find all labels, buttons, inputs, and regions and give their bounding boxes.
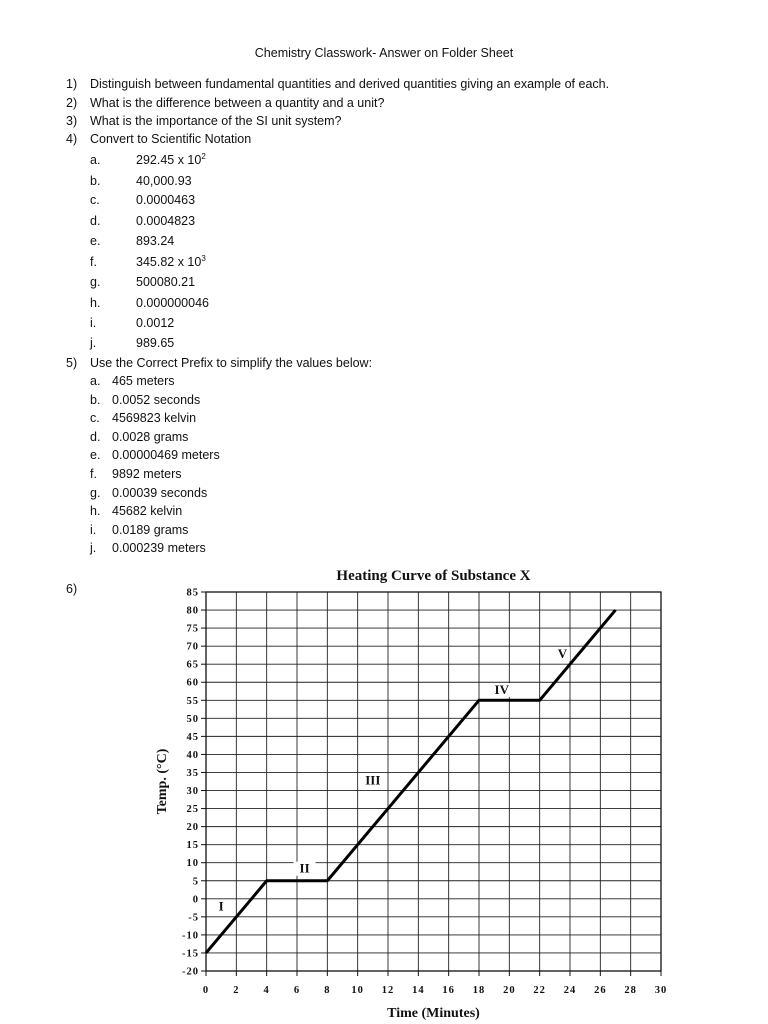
- item-letter: i.: [90, 522, 97, 537]
- question-text: What is the importance of the SI unit system?: [90, 114, 342, 128]
- y-tick-label: -5: [188, 912, 199, 924]
- item-letter: f.: [90, 467, 97, 481]
- y-tick-label: 85: [186, 587, 199, 599]
- item-value-text: 345.82 x 10: [136, 255, 202, 269]
- item-value-text: 0.000000046: [136, 296, 209, 310]
- x-tick-label: 2: [233, 985, 240, 996]
- phase-label: IV: [494, 682, 509, 698]
- y-tick-label: -20: [182, 966, 199, 978]
- question-3: [66, 112, 706, 131]
- item-letter: b.: [90, 392, 101, 407]
- item-value: [136, 255, 206, 269]
- y-tick-label: 50: [186, 713, 199, 725]
- item-letter: c.: [90, 193, 100, 207]
- chart-title: Heating Curve of Substance X: [336, 568, 531, 584]
- phase-label: V: [557, 645, 568, 661]
- x-tick-label: 30: [654, 985, 668, 996]
- item-exponent: 2: [201, 152, 206, 161]
- q5-item: [90, 486, 310, 504]
- item-letter: h.: [90, 504, 101, 519]
- y-tick-label: 65: [186, 659, 199, 671]
- question-number: 2): [66, 96, 78, 110]
- item-value: [136, 296, 209, 310]
- item-value: [136, 214, 195, 228]
- x-tick-label: 20: [503, 985, 516, 996]
- item-letter: h.: [90, 296, 101, 310]
- question-number: 1): [66, 77, 78, 91]
- q5-item: [90, 374, 310, 392]
- item-letter: a.: [90, 153, 101, 167]
- y-tick-label: 40: [186, 749, 199, 761]
- q4-item: [90, 174, 290, 192]
- item-value: [136, 193, 195, 207]
- q4-item: [90, 234, 290, 252]
- item-letter: j.: [90, 336, 97, 350]
- x-tick-label: 26: [594, 985, 607, 996]
- x-tick-label: 8: [324, 985, 331, 996]
- question-4: [66, 130, 706, 149]
- item-letter: d.: [90, 429, 101, 444]
- item-letter: j.: [90, 541, 97, 556]
- item-value: 9892 meters: [112, 467, 182, 481]
- q4-item: [90, 193, 290, 211]
- item-value: 4569823 kelvin: [112, 411, 197, 426]
- x-tick-label: 6: [293, 985, 301, 996]
- phase-label: I: [218, 898, 224, 914]
- y-tick-label: 0: [192, 894, 199, 906]
- item-letter: g.: [90, 485, 101, 500]
- question-number: 3): [66, 114, 78, 128]
- item-value: 0.000239 meters: [112, 541, 206, 556]
- y-tick-label: 60: [186, 677, 199, 689]
- item-value-text: 893.24: [136, 234, 175, 248]
- item-value: [136, 174, 192, 188]
- y-tick-label: 35: [186, 767, 199, 779]
- q5-item: [90, 430, 310, 448]
- item-value-text: 989.65: [136, 336, 175, 350]
- question-6: [66, 580, 96, 599]
- item-letter: e.: [90, 234, 101, 248]
- y-tick-label: -15: [182, 948, 199, 960]
- item-value-text: 0.0000463: [136, 193, 196, 207]
- y-tick-label: -10: [182, 930, 199, 942]
- question-2: [66, 94, 706, 113]
- series-line: [206, 610, 616, 953]
- y-tick-label: 75: [186, 623, 199, 635]
- y-tick-label: 25: [186, 804, 199, 816]
- x-tick-label: 18: [472, 985, 486, 996]
- item-value: 0.0028 grams: [112, 429, 189, 444]
- question-1: [66, 75, 706, 94]
- item-value: 0.00039 seconds: [112, 485, 208, 500]
- q5-item: [90, 393, 310, 411]
- item-letter: c.: [90, 411, 100, 426]
- q4-item: [90, 153, 290, 171]
- question-text: Use the Correct Prefix to simplify the values below:: [90, 356, 373, 370]
- q5-item: [90, 448, 310, 466]
- x-tick-label: 22: [533, 985, 546, 996]
- y-tick-label: 80: [186, 605, 199, 617]
- item-letter: d.: [90, 214, 101, 228]
- item-value: [136, 275, 195, 289]
- q4-item: [90, 275, 290, 293]
- item-value: 45682 kelvin: [112, 504, 183, 519]
- q4-item: [90, 255, 290, 273]
- x-tick-label: 28: [624, 985, 637, 996]
- item-exponent: 3: [201, 254, 206, 263]
- y-tick-label: 55: [186, 695, 199, 707]
- item-value-text: 0.0004823: [136, 214, 196, 228]
- x-tick-label: 16: [442, 985, 455, 996]
- q5-item: [90, 541, 310, 559]
- item-value: 465 meters: [112, 374, 175, 388]
- y-tick-label: 5: [192, 876, 199, 888]
- x-tick-label: 24: [563, 985, 577, 996]
- q4-item: [90, 336, 290, 354]
- x-tick-label: 4: [263, 985, 270, 996]
- item-value-text: 0.0012: [136, 316, 175, 330]
- item-value-text: 40,000.93: [136, 174, 192, 188]
- y-tick-label: 70: [186, 641, 199, 653]
- item-letter: f.: [90, 255, 97, 269]
- y-tick-label: 30: [186, 786, 199, 798]
- x-axis-label: Time (Minutes): [387, 1006, 480, 1021]
- q5-item: [90, 504, 310, 522]
- item-value: 0.0052 seconds: [112, 392, 201, 407]
- y-tick-label: 15: [186, 840, 199, 852]
- q5-item: [90, 411, 310, 429]
- item-value-text: 500080.21: [136, 275, 196, 289]
- question-number: 4): [66, 132, 78, 146]
- question-text: Distinguish between fundamental quantities and derived quantities giving an example of each.: [90, 77, 610, 91]
- x-tick-label: 0: [202, 985, 210, 996]
- y-tick-label: 10: [186, 858, 199, 870]
- x-tick-label: 14: [412, 985, 425, 996]
- heating-curve-chart: [140, 560, 680, 1024]
- item-value: 0.00000469 meters: [112, 448, 220, 463]
- x-tick-label: 12: [381, 985, 395, 996]
- question-number: 6): [66, 582, 78, 596]
- item-letter: g.: [90, 275, 101, 289]
- q4-item: [90, 214, 290, 232]
- item-value: 0.0189 grams: [112, 522, 189, 537]
- item-value: [136, 153, 206, 167]
- q5-item: [90, 523, 310, 541]
- q4-item: [90, 316, 290, 334]
- question-5: [66, 354, 706, 373]
- plot-border: [206, 592, 661, 971]
- item-value-text: 292.45 x 10: [136, 153, 202, 167]
- item-value: [136, 316, 174, 330]
- question-text: Convert to Scientific Notation: [90, 132, 252, 146]
- item-value: [136, 336, 174, 350]
- q5-item: [90, 467, 310, 485]
- item-letter: b.: [90, 174, 101, 188]
- phase-label: III: [365, 772, 381, 788]
- item-letter: a.: [90, 374, 101, 388]
- question-text: What is the difference between a quantity and a unit?: [90, 96, 385, 110]
- x-tick-label: 10: [351, 985, 364, 996]
- item-letter: i.: [90, 316, 97, 330]
- question-number: 5): [66, 356, 78, 370]
- phase-label: II: [299, 860, 310, 876]
- y-tick-label: 45: [186, 731, 199, 743]
- y-tick-label: 20: [186, 822, 199, 834]
- y-axis-label: Temp. (°C): [155, 748, 170, 815]
- item-value: [136, 234, 174, 248]
- q4-item: [90, 296, 290, 314]
- item-letter: e.: [90, 448, 101, 463]
- page-title: Chemistry Classwork- Answer on Folder Sheet: [254, 46, 514, 60]
